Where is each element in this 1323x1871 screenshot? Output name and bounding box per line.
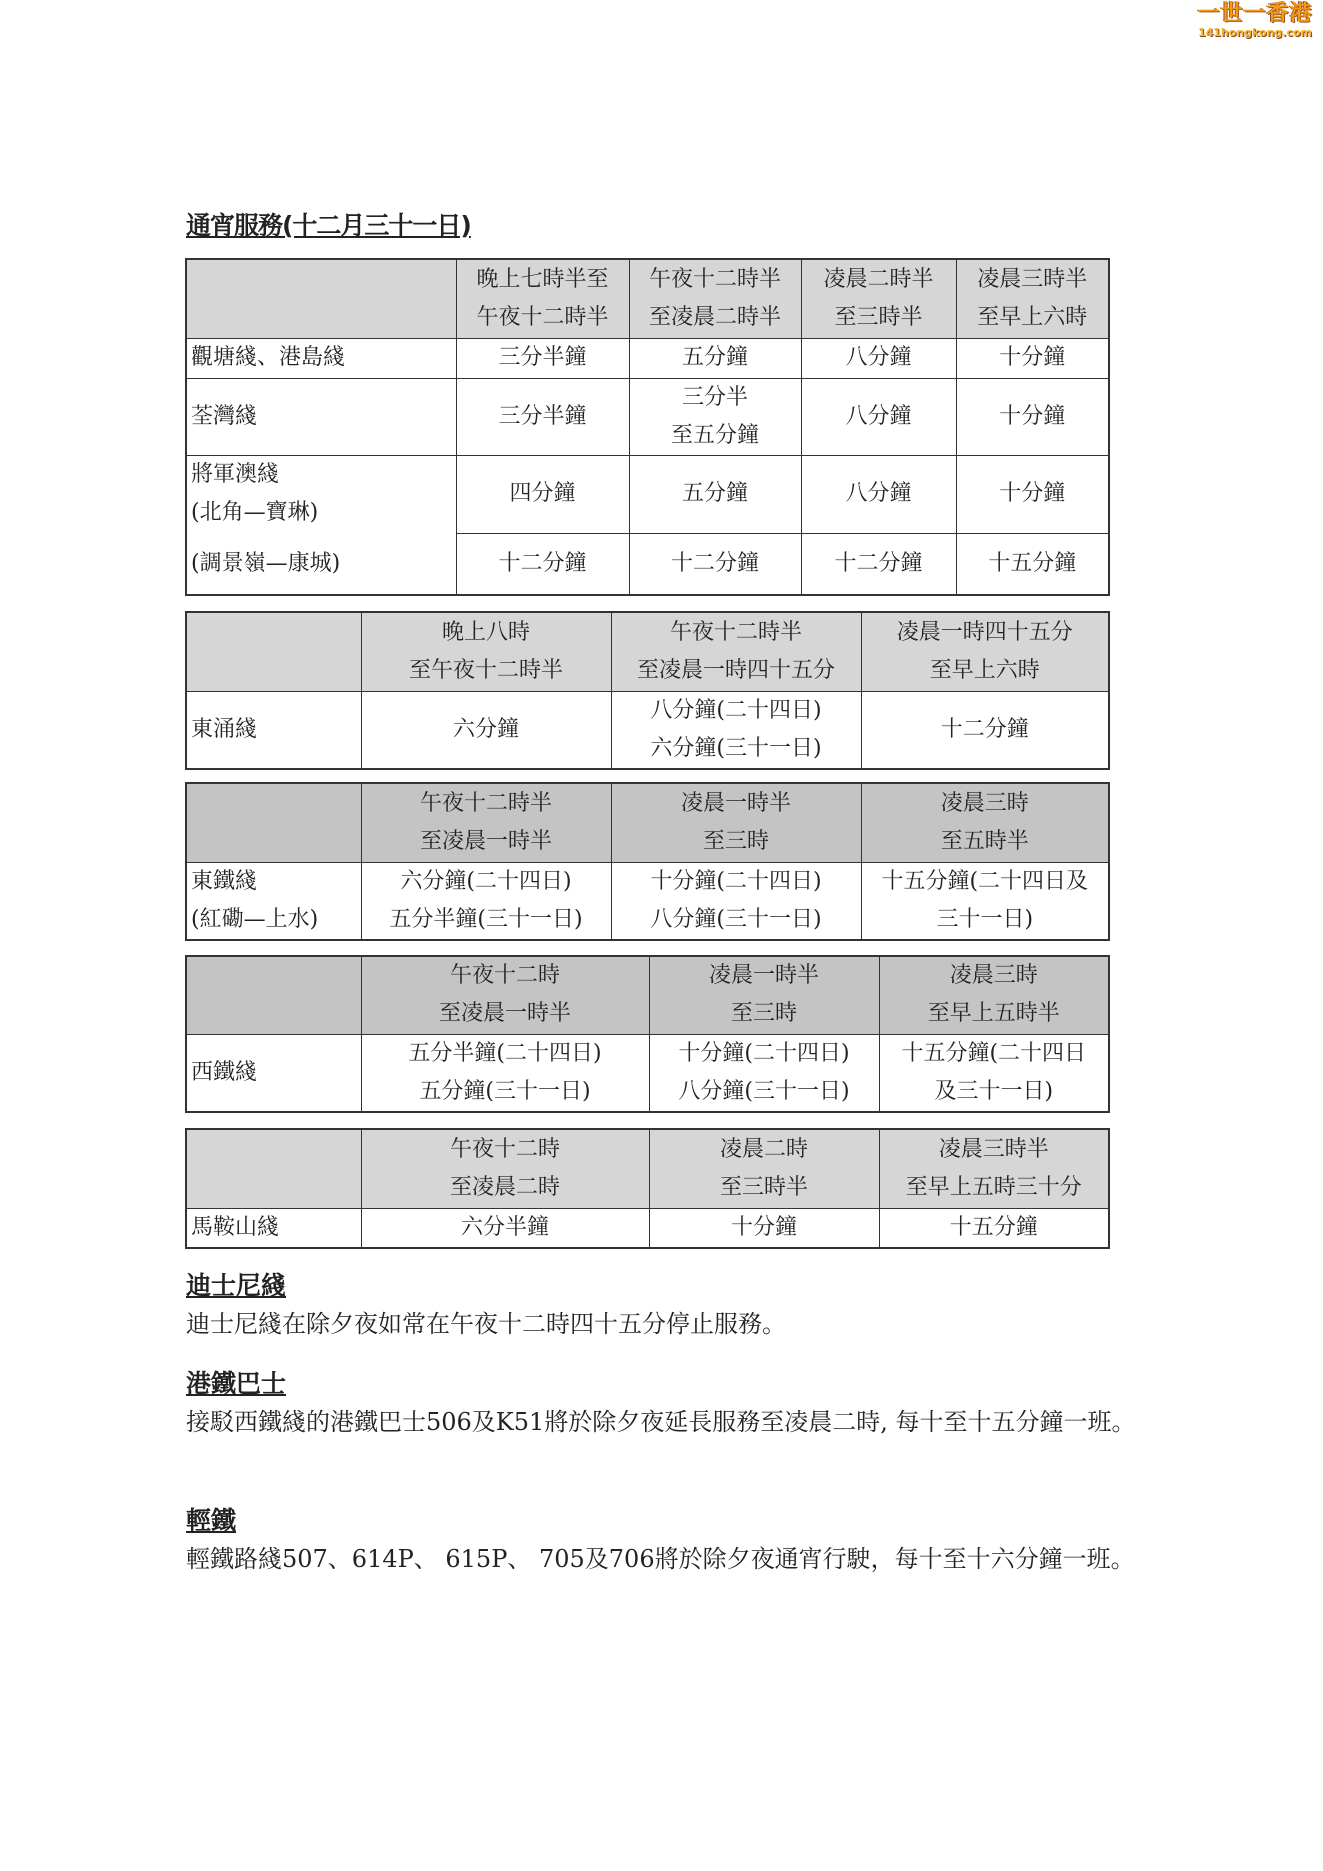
frequency-cell: 十二分鐘 bbox=[801, 533, 956, 595]
header-cell: 凌晨三時半 至早上六時 bbox=[956, 259, 1109, 338]
header-cell: 午夜十二時 至凌晨一時半 bbox=[361, 956, 649, 1034]
table-overnight-main bbox=[185, 258, 1110, 596]
header-cell: 凌晨一時半 至三時 bbox=[611, 783, 861, 862]
header-cell: 午夜十二時半 至凌晨一時半 bbox=[361, 783, 611, 862]
section-mtr-bus bbox=[186, 1366, 1146, 1442]
line-name: 馬鞍山綫 bbox=[186, 1208, 361, 1248]
logo-title: 一世一香港 bbox=[1197, 1, 1313, 26]
frequency-cell: 五分鐘 bbox=[629, 455, 801, 533]
frequency-cell: 六分半鐘 bbox=[361, 1208, 649, 1248]
table-header-row bbox=[186, 783, 1109, 862]
section-body: 迪士尼綫在除夕夜如常在午夜十二時四十五分停止服務。 bbox=[186, 1310, 786, 1338]
header-cell: 凌晨二時半 至三時半 bbox=[801, 259, 956, 338]
section-body: 輕鐵路綫507、614P、 615P、 705及706將於除夕夜通宵行駛，每十至十六分鐘一班。 bbox=[186, 1545, 1135, 1573]
table-header-row bbox=[186, 612, 1109, 691]
section-heading: 迪士尼綫 bbox=[186, 1271, 287, 1300]
frequency-cell: 十二分鐘 bbox=[861, 691, 1109, 769]
header-cell: 凌晨一時四十五分 至早上六時 bbox=[861, 612, 1109, 691]
logo-url: 141hongkong.com bbox=[1197, 26, 1313, 39]
table-row bbox=[186, 533, 1109, 595]
frequency-cell: 四分鐘 bbox=[456, 455, 629, 533]
header-blank bbox=[186, 259, 456, 338]
header-cell: 午夜十二時 至凌晨二時 bbox=[361, 1129, 649, 1208]
header-cell: 凌晨三時 至早上五時半 bbox=[879, 956, 1109, 1034]
header-blank bbox=[186, 612, 361, 691]
header-blank bbox=[186, 1129, 361, 1208]
frequency-cell: 十五分鐘 bbox=[879, 1208, 1109, 1248]
frequency-cell: 八分鐘 bbox=[801, 455, 956, 533]
frequency-cell: 十分鐘 bbox=[956, 338, 1109, 378]
frequency-cell: 十五分鐘(二十四日及 三十一日) bbox=[861, 862, 1109, 940]
line-name: 將軍澳綫 (北角—寶琳) bbox=[186, 455, 456, 533]
line-name: 觀塘綫、港島綫 bbox=[186, 338, 456, 378]
table-east-rail-line bbox=[185, 782, 1110, 941]
header-cell: 凌晨三時半 至早上五時三十分 bbox=[879, 1129, 1109, 1208]
header-cell: 凌晨二時 至三時半 bbox=[649, 1129, 879, 1208]
frequency-cell: 十分鐘 bbox=[956, 455, 1109, 533]
table-header-row bbox=[186, 259, 1109, 338]
frequency-cell: 十二分鐘 bbox=[629, 533, 801, 595]
frequency-cell: 六分鐘(二十四日) 五分半鐘(三十一日) bbox=[361, 862, 611, 940]
frequency-cell: 十分鐘(二十四日) 八分鐘(三十一日) bbox=[649, 1034, 879, 1112]
frequency-cell: 六分鐘 bbox=[361, 691, 611, 769]
page-title: 通宵服務(十二月三十一日) bbox=[186, 211, 471, 240]
frequency-cell: 十二分鐘 bbox=[456, 533, 629, 595]
frequency-cell: 三分半鐘 bbox=[456, 338, 629, 378]
table-row bbox=[186, 338, 1109, 378]
frequency-cell: 五分鐘 bbox=[629, 338, 801, 378]
table-row bbox=[186, 1034, 1109, 1112]
table-row bbox=[186, 455, 1109, 533]
header-cell: 午夜十二時半 至凌晨二時半 bbox=[629, 259, 801, 338]
frequency-cell: 三分半鐘 bbox=[456, 378, 629, 455]
section-heading: 港鐵巴士 bbox=[186, 1369, 287, 1398]
line-name: (調景嶺—康城) bbox=[186, 533, 456, 595]
table-row bbox=[186, 1208, 1109, 1248]
table-ma-on-shan-line bbox=[185, 1128, 1110, 1249]
line-name: 東鐵綫 (紅磡—上水) bbox=[186, 862, 361, 940]
header-cell: 凌晨一時半 至三時 bbox=[649, 956, 879, 1034]
frequency-cell: 十五分鐘(二十四日 及三十一日) bbox=[879, 1034, 1109, 1112]
header-cell: 凌晨三時 至五時半 bbox=[861, 783, 1109, 862]
table-west-rail-line bbox=[185, 955, 1110, 1113]
header-cell: 晚上八時 至午夜十二時半 bbox=[361, 612, 611, 691]
section-light-rail bbox=[186, 1503, 1146, 1579]
site-logo bbox=[1191, 2, 1319, 46]
frequency-cell: 十分鐘 bbox=[956, 378, 1109, 455]
header-cell: 晚上七時半至 午夜十二時半 bbox=[456, 259, 629, 338]
table-row bbox=[186, 378, 1109, 455]
table-row bbox=[186, 862, 1109, 940]
line-name: 西鐵綫 bbox=[186, 1034, 361, 1112]
section-heading: 輕鐵 bbox=[186, 1506, 237, 1535]
frequency-cell: 八分鐘 bbox=[801, 378, 956, 455]
header-blank bbox=[186, 956, 361, 1034]
table-row bbox=[186, 691, 1109, 769]
frequency-cell: 五分半鐘(二十四日) 五分鐘(三十一日) bbox=[361, 1034, 649, 1112]
table-tung-chung-line bbox=[185, 611, 1110, 770]
frequency-cell: 八分鐘(二十四日) 六分鐘(三十一日) bbox=[611, 691, 861, 769]
line-name: 荃灣綫 bbox=[186, 378, 456, 455]
header-blank bbox=[186, 783, 361, 862]
section-disneyland-line bbox=[186, 1268, 1146, 1344]
section-body: 接駁西鐵綫的港鐵巴士506及K51將於除夕夜延長服務至凌晨二時, 每十至十五分鐘一班。 bbox=[186, 1408, 1136, 1436]
table-header-row bbox=[186, 956, 1109, 1034]
frequency-cell: 三分半 至五分鐘 bbox=[629, 378, 801, 455]
line-name: 東涌綫 bbox=[186, 691, 361, 769]
frequency-cell: 十分鐘 bbox=[649, 1208, 879, 1248]
frequency-cell: 十五分鐘 bbox=[956, 533, 1109, 595]
frequency-cell: 八分鐘 bbox=[801, 338, 956, 378]
header-cell: 午夜十二時半 至凌晨一時四十五分 bbox=[611, 612, 861, 691]
frequency-cell: 十分鐘(二十四日) 八分鐘(三十一日) bbox=[611, 862, 861, 940]
table-header-row bbox=[186, 1129, 1109, 1208]
